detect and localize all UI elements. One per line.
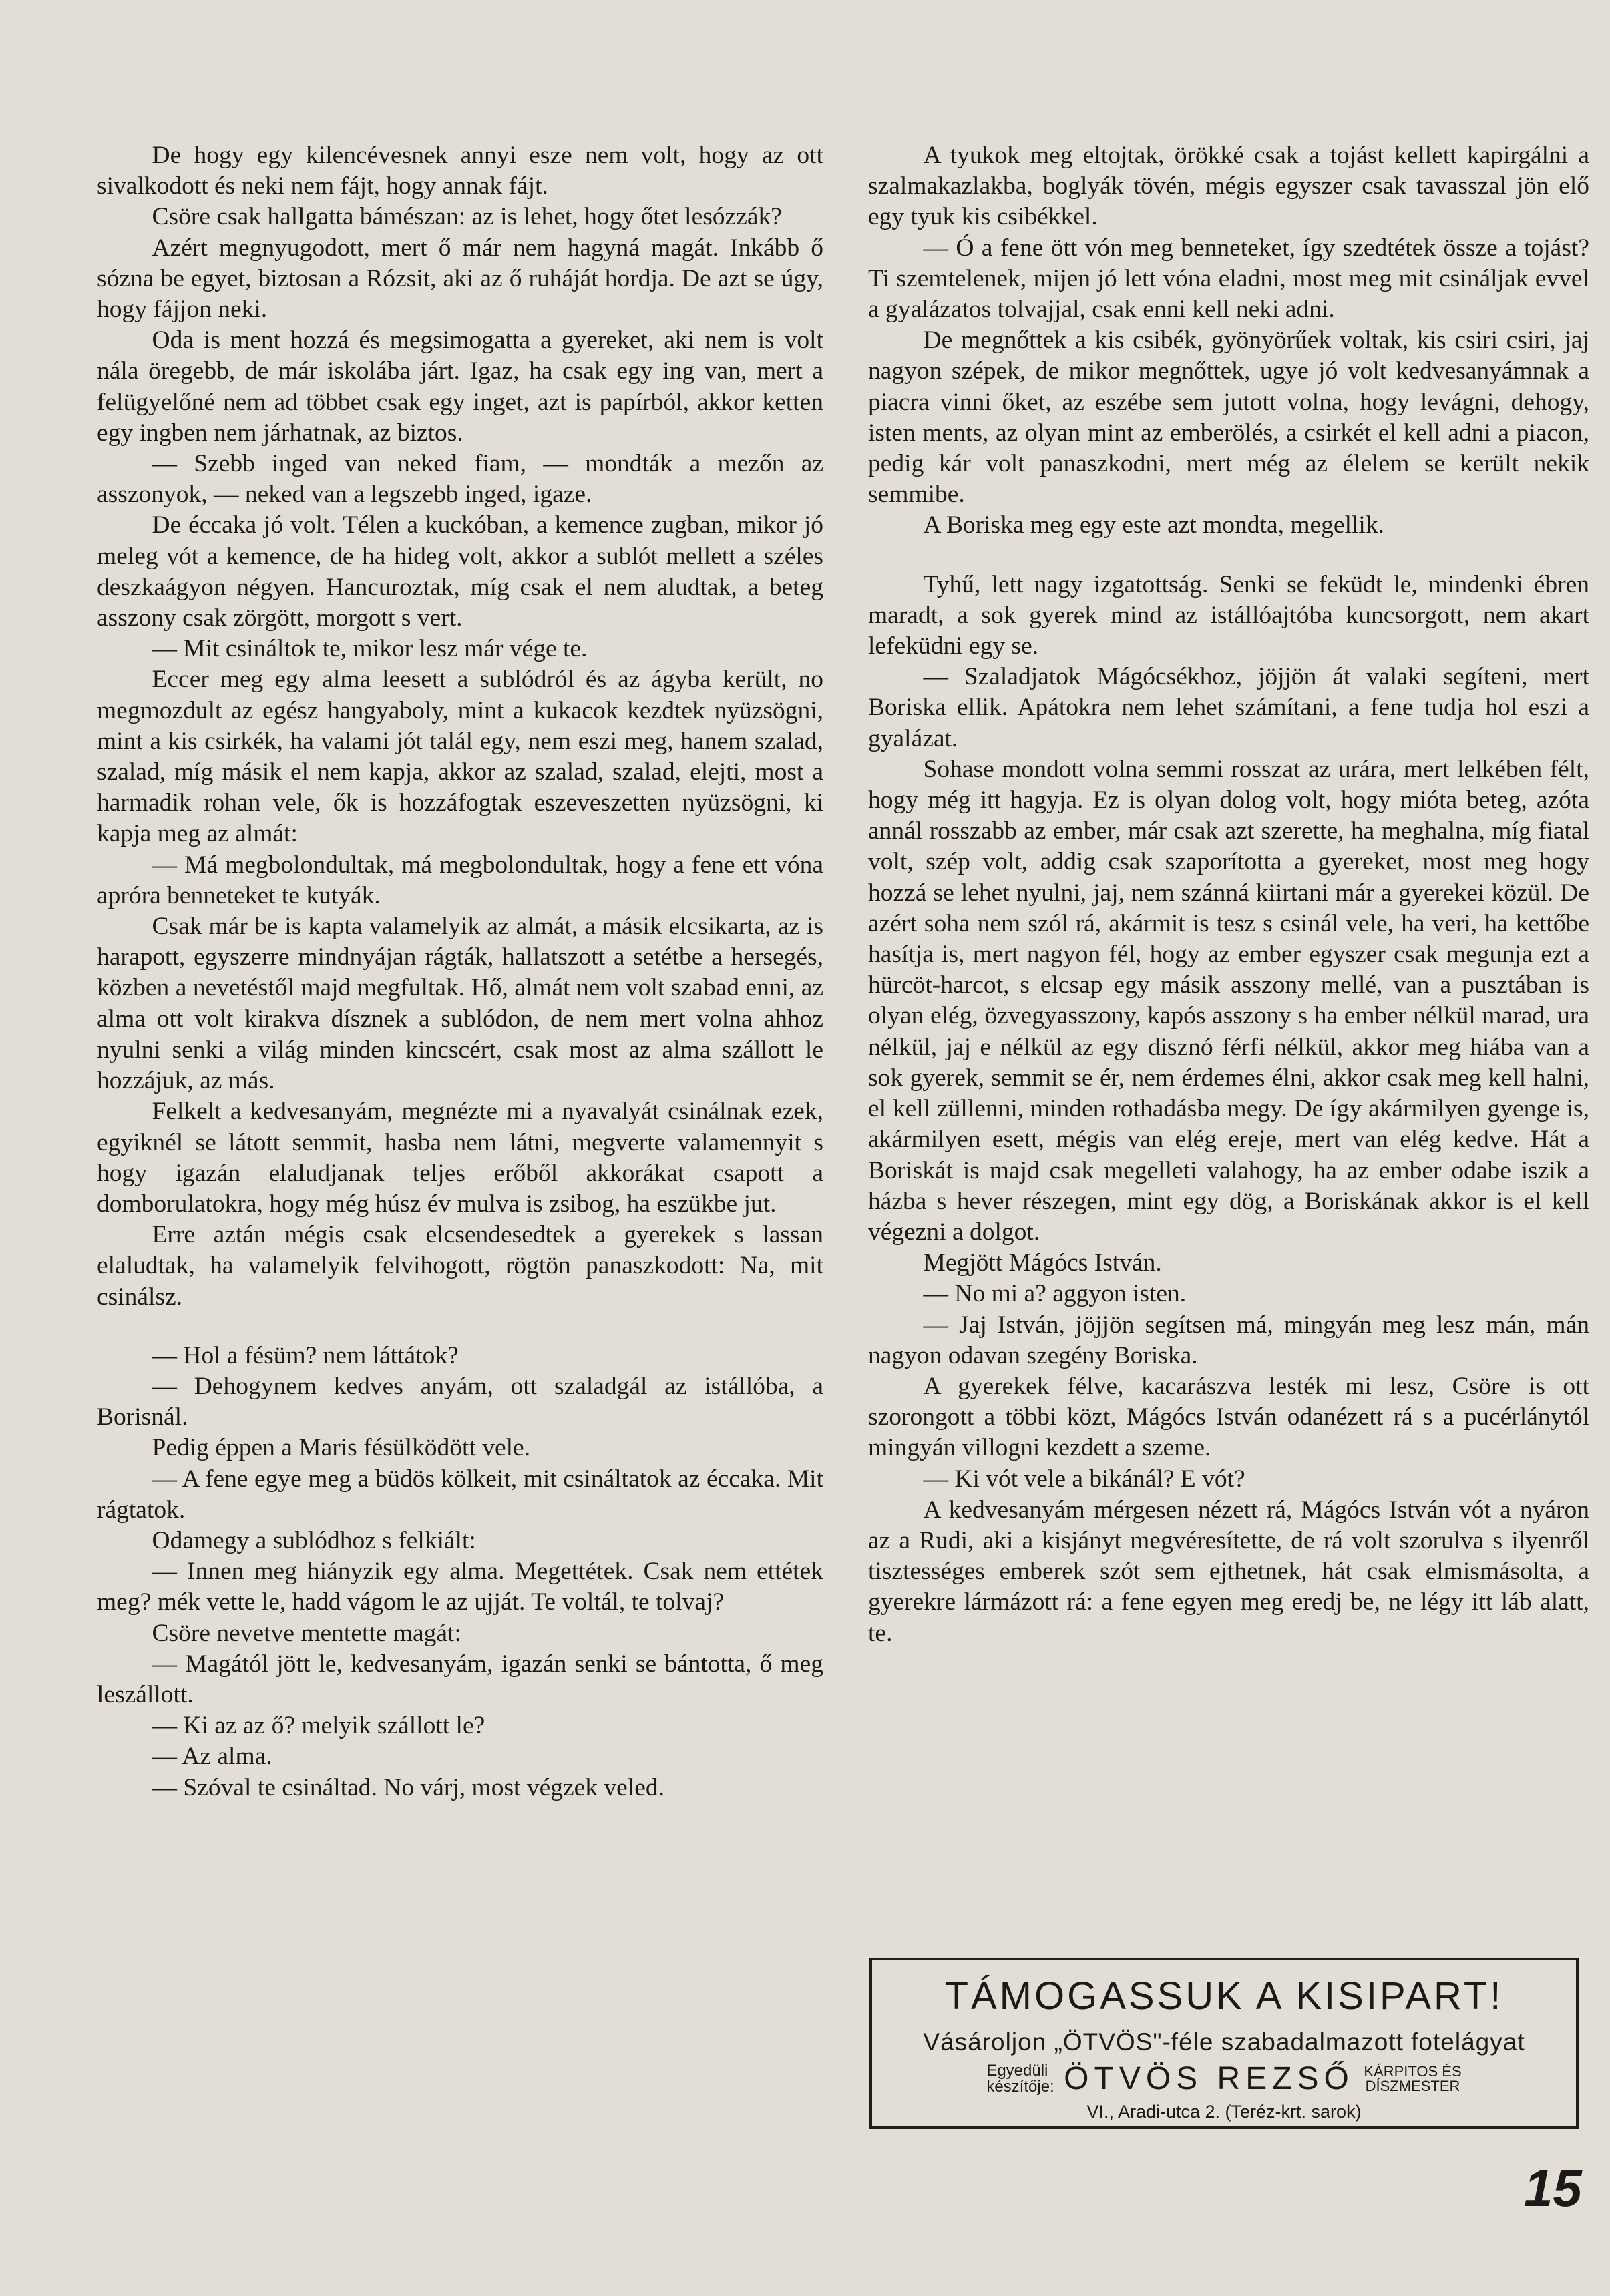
paragraph: Megjött Mágócs István. bbox=[923, 1249, 1162, 1277]
ad-maker-row bbox=[872, 2060, 1576, 2100]
ad-maker-label-line: készítője: bbox=[986, 2077, 1054, 2096]
ad-trade bbox=[1364, 2064, 1461, 2094]
paragraph: Oda is ment hozzá és megsimogatta a gyereket, aki nem is volt nála öregebb, de már iskolába járt. Igaz, ha csak egy ing van, mert a felügyelőné nem ad többet csak egy inget, azt is papírból, akkor ketten egy ingben nem járhatnak, az biztos. bbox=[97, 326, 823, 447]
paragraph: — Szaladjatok Mágócsékhoz, jöjjön át valaki segíteni, mert Boriska ellik. Apátokra nem lehet számítani, a fene tudja hol eszi a gyalázat. bbox=[868, 663, 1589, 752]
left-text-column bbox=[97, 140, 823, 1803]
paragraph: — Jaj István, jöjjön segítsen má, mingyán meg lesz mán, mán nagyon odavan szegény Boriska. bbox=[868, 1311, 1589, 1369]
paragraph: Erre aztán mégis csak elcsendesedtek a gyerekek s lassan elaludtak, ha valamelyik felvihogott, rögtön panaszkodott: Na, mit csinálsz. bbox=[97, 1221, 823, 1311]
paragraph: — Az alma. bbox=[152, 1743, 272, 1771]
paragraph: — Szebb inged van neked fiam, — mondták a mezőn az asszonyok, — neked van a legszebb inged, igaze. bbox=[97, 450, 823, 509]
paragraph: A tyukok meg eltojtak, örökké csak a tojást kellett kapirgálni a szalmakazlakba, boglyák tövén, mégis egyszer csak tavasszal jön elő egy tyuk kis csibékkel. bbox=[868, 142, 1589, 231]
right-text-column bbox=[868, 140, 1589, 1649]
paragraph: — Ó a fene ött vón meg benneteket, így szedtétek össze a tojást? Ti szemtelenek, mijen jó lett vóna eladni, most meg mit csináljak evvel a gyalázatos tolvajjal, csak enni kell neki adni. bbox=[868, 234, 1589, 324]
paragraph: De megnőttek a kis csibék, gyönyörűek voltak, kis csiri csiri, jaj nagyon szépek, de mikor megnőttek, ugye jó volt kedvesanyámnak a piacra vinni őket, az eszébe sem jutott volna, hogy levágni, dehogy, isten ments, az olyan mint az emberölés, a csirkét el kell adni a piacon, pedig kár volt panaszkodni, mert még az élelem se került nekik semmibe. bbox=[868, 326, 1589, 509]
paragraph: Tyhű, lett nagy izgatottság. Senki se feküdt le, mindenki ébren maradt, a sok gyerek mind az istállóajtóba kuncsorgott, nem akart lefeküdni egy se. bbox=[868, 570, 1589, 660]
paragraph: De hogy egy kilencévesnek annyi esze nem volt, hogy az ott sivalkodott és neki nem fájt, hogy annak fájt. bbox=[97, 142, 823, 200]
paragraph: — Ki az az ő? melyik szállott le? bbox=[152, 1712, 485, 1740]
paragraph: — Hol a fésüm? nem láttátok? bbox=[152, 1341, 459, 1369]
ad-trade-line: DÍSZMESTER bbox=[1365, 2077, 1460, 2094]
paragraph: — Mit csináltok te, mikor lesz már vége te. bbox=[152, 635, 588, 663]
paragraph: Csöre csak hallgatta bámészan: az is lehet, hogy őtet lesózzák? bbox=[152, 203, 782, 231]
ad-maker-name: ÖTVÖS REZSŐ bbox=[1064, 2061, 1354, 2096]
paragraph: A gyerekek félve, kacarászva lesték mi lesz, Csöre is ott szorongott a többi közt, Mágócs István odanézett rá s a pucérlánytól mingyán villogni kezdett a szeme. bbox=[868, 1372, 1589, 1462]
paragraph: — A fene egye meg a büdös kölkeit, mit csináltatok az éccaka. Mit rágtatok. bbox=[97, 1465, 823, 1524]
paragraph: A Boriska meg egy este azt mondta, megellik. bbox=[923, 511, 1384, 539]
paragraph: Azért megnyugodott, mert ő már nem hagyná magát. Inkább ő sózna be egyet, biztosan a Rózsit, aki az ő ruháját hordja. De azt se úgy, hogy fájjon neki. bbox=[97, 234, 823, 324]
advertisement-box bbox=[869, 1958, 1579, 2129]
paragraph: A kedvesanyám mérgesen nézett rá, Mágócs István vót a nyáron az a Rudi, aki a kisjányt megvéresítette, de rá volt szorulva s ilyenről tisztességes emberek szót sem ejthetnek, hát csak elmismásolta, a gyerekre lármázott rá: a fene egyen meg eredj be, ne légy itt láb alatt, te. bbox=[868, 1496, 1589, 1647]
paragraph: — Dehogynem kedves anyám, ott szaladgál az istállóba, a Borisnál. bbox=[97, 1372, 823, 1431]
page-number: 15 bbox=[1524, 2158, 1582, 2217]
ad-trade-line: KÁRPITOS ÉS bbox=[1364, 2062, 1462, 2080]
paragraph: Odamegy a sublódhoz s felkiált: bbox=[152, 1526, 476, 1554]
ad-headline: TÁMOGASSUK A KISIPART! bbox=[944, 1974, 1504, 2018]
paragraph: Pedig éppen a Maris fésülködött vele. bbox=[152, 1434, 531, 1462]
ad-text: Vásároljon „ÖTVÖS"-féle szabadalmazott fotelágyat bbox=[923, 2028, 1525, 2056]
paragraph: — Má megbolondultak, má megbolondultak, hogy a fene ett vóna apróra benneteket te kutyák. bbox=[97, 851, 823, 909]
paragraph: Csöre nevetve mentette magát: bbox=[152, 1619, 461, 1647]
paragraph: De éccaka jó volt. Télen a kuckóban, a kemence zugban, mikor jó meleg vót a kemence, de ha hideg volt, akkor a sublót mellett a széles deszkaágyon négyen. Hancuroztak, míg csak el nem aludtak, a beteg asszony csak zörgött, morgott s vert. bbox=[97, 511, 823, 632]
paragraph: Felkelt a kedvesanyám, megnézte mi a nyavalyát csinálnak ezek, egyiknél se látott semmit, hasba nem látni, megverte valamennyit s hogy igazán elaludjanak teljes erőből akkorákat csapott a domborulatokra, hogy még húsz év mulva is zsibog, ha eszükbe jut. bbox=[97, 1098, 823, 1218]
paragraph: — Magától jött le, kedvesanyám, igazán senki se bántotta, ő meg leszállott. bbox=[97, 1650, 823, 1708]
paragraph: Csak már be is kapta valamelyik az almát, a másik elcsikarta, az is harapott, egyszerre mindnyájan rágták, hallatszott a setétbe a hersegés, közben a nevetéstől majd megfultak. Hő, almát nem volt szabad enni, az alma ott volt kirakva dísznek a sublódon, de nem mert volna ahhoz nyulni senki a világ minden kincscért, csak most az alma szállott le hozzájuk, az más. bbox=[97, 913, 823, 1095]
paragraph: Sohase mondott volna semmi rosszat az urára, mert lelkében félt, hogy még itt hagyja. Ez is olyan dolog volt, hogy mióta beteg, azóta annál rosszabb az ember, már csak azt szerette, ha meghalna, míg fiatal volt, szép volt, addig csak szaporította a gyereket, most meg hogy hozzá se lehet nyulni, jaj, nem szánná kiirtani már a gyerekei közül. De azért soha nem szól rá, akármit is tesz s csinál vele, ha veri, ha kettőbe hasítja is, mert nagyon fél, hogy az ember egyszer csak megunja ezt a hürcöt-harcot, s elcsap egy másik asszony mellé, van a pusztában is olyan elég, özvegyasszony, kapós asszony s ha ember nélkül marad, ura nélkül, jaj e nélkül az egy disznó férfi nélkül, akkor meg hiába van a sok gyerek, semmit se ér, nem érdemes élni, akkor csak meg kell halni, el kell züllenni, minden rothadásba megy. De így akármilyen gyenge is, akármilyen esett, mégis van elég ereje, mert van elég kedve. Hát a Boriskát is majd csak megelleti valahogy, ha az ember odabe iszik a házba s hever részegen, mint egy dög, a Boriskának akkor is el kell végezni a dolgot. bbox=[868, 755, 1589, 1246]
ad-address: VI., Aradi-utca 2. (Teréz-krt. sarok) bbox=[1086, 2102, 1362, 2122]
paragraph: — Ki vót vele a bikánál? E vót? bbox=[923, 1465, 1245, 1493]
paragraph: — Innen meg hiányzik egy alma. Megettétek. Csak nem ettétek meg? mék vette le, hadd vágom le az ujját. Te voltál, te tolvaj? bbox=[97, 1558, 823, 1616]
ad-maker-label bbox=[986, 2063, 1054, 2095]
ad-maker-label-line: Egyedüli bbox=[986, 2061, 1048, 2080]
paragraph: — Szóval te csináltad. No várj, most végzek veled. bbox=[152, 1773, 664, 1801]
paragraph: — No mi a? aggyon isten. bbox=[923, 1280, 1187, 1308]
paragraph: Eccer meg egy alma leesett a sublódról és az ágyba került, no megmozdult az egész hangyaboly, mint a kukacok kezdtek nyüzsögni, mint a kis csirkék, ha valami jót talál egy, nem eszi meg, hanem szalad, szalad, míg másik el nem kapja, akkor az szalad, szalad, elejti, most a harmadik rohan vele, ők is hozzáfogtak eszeveszetten nyüzsögni, ki kapja meg az almát: bbox=[97, 666, 823, 848]
